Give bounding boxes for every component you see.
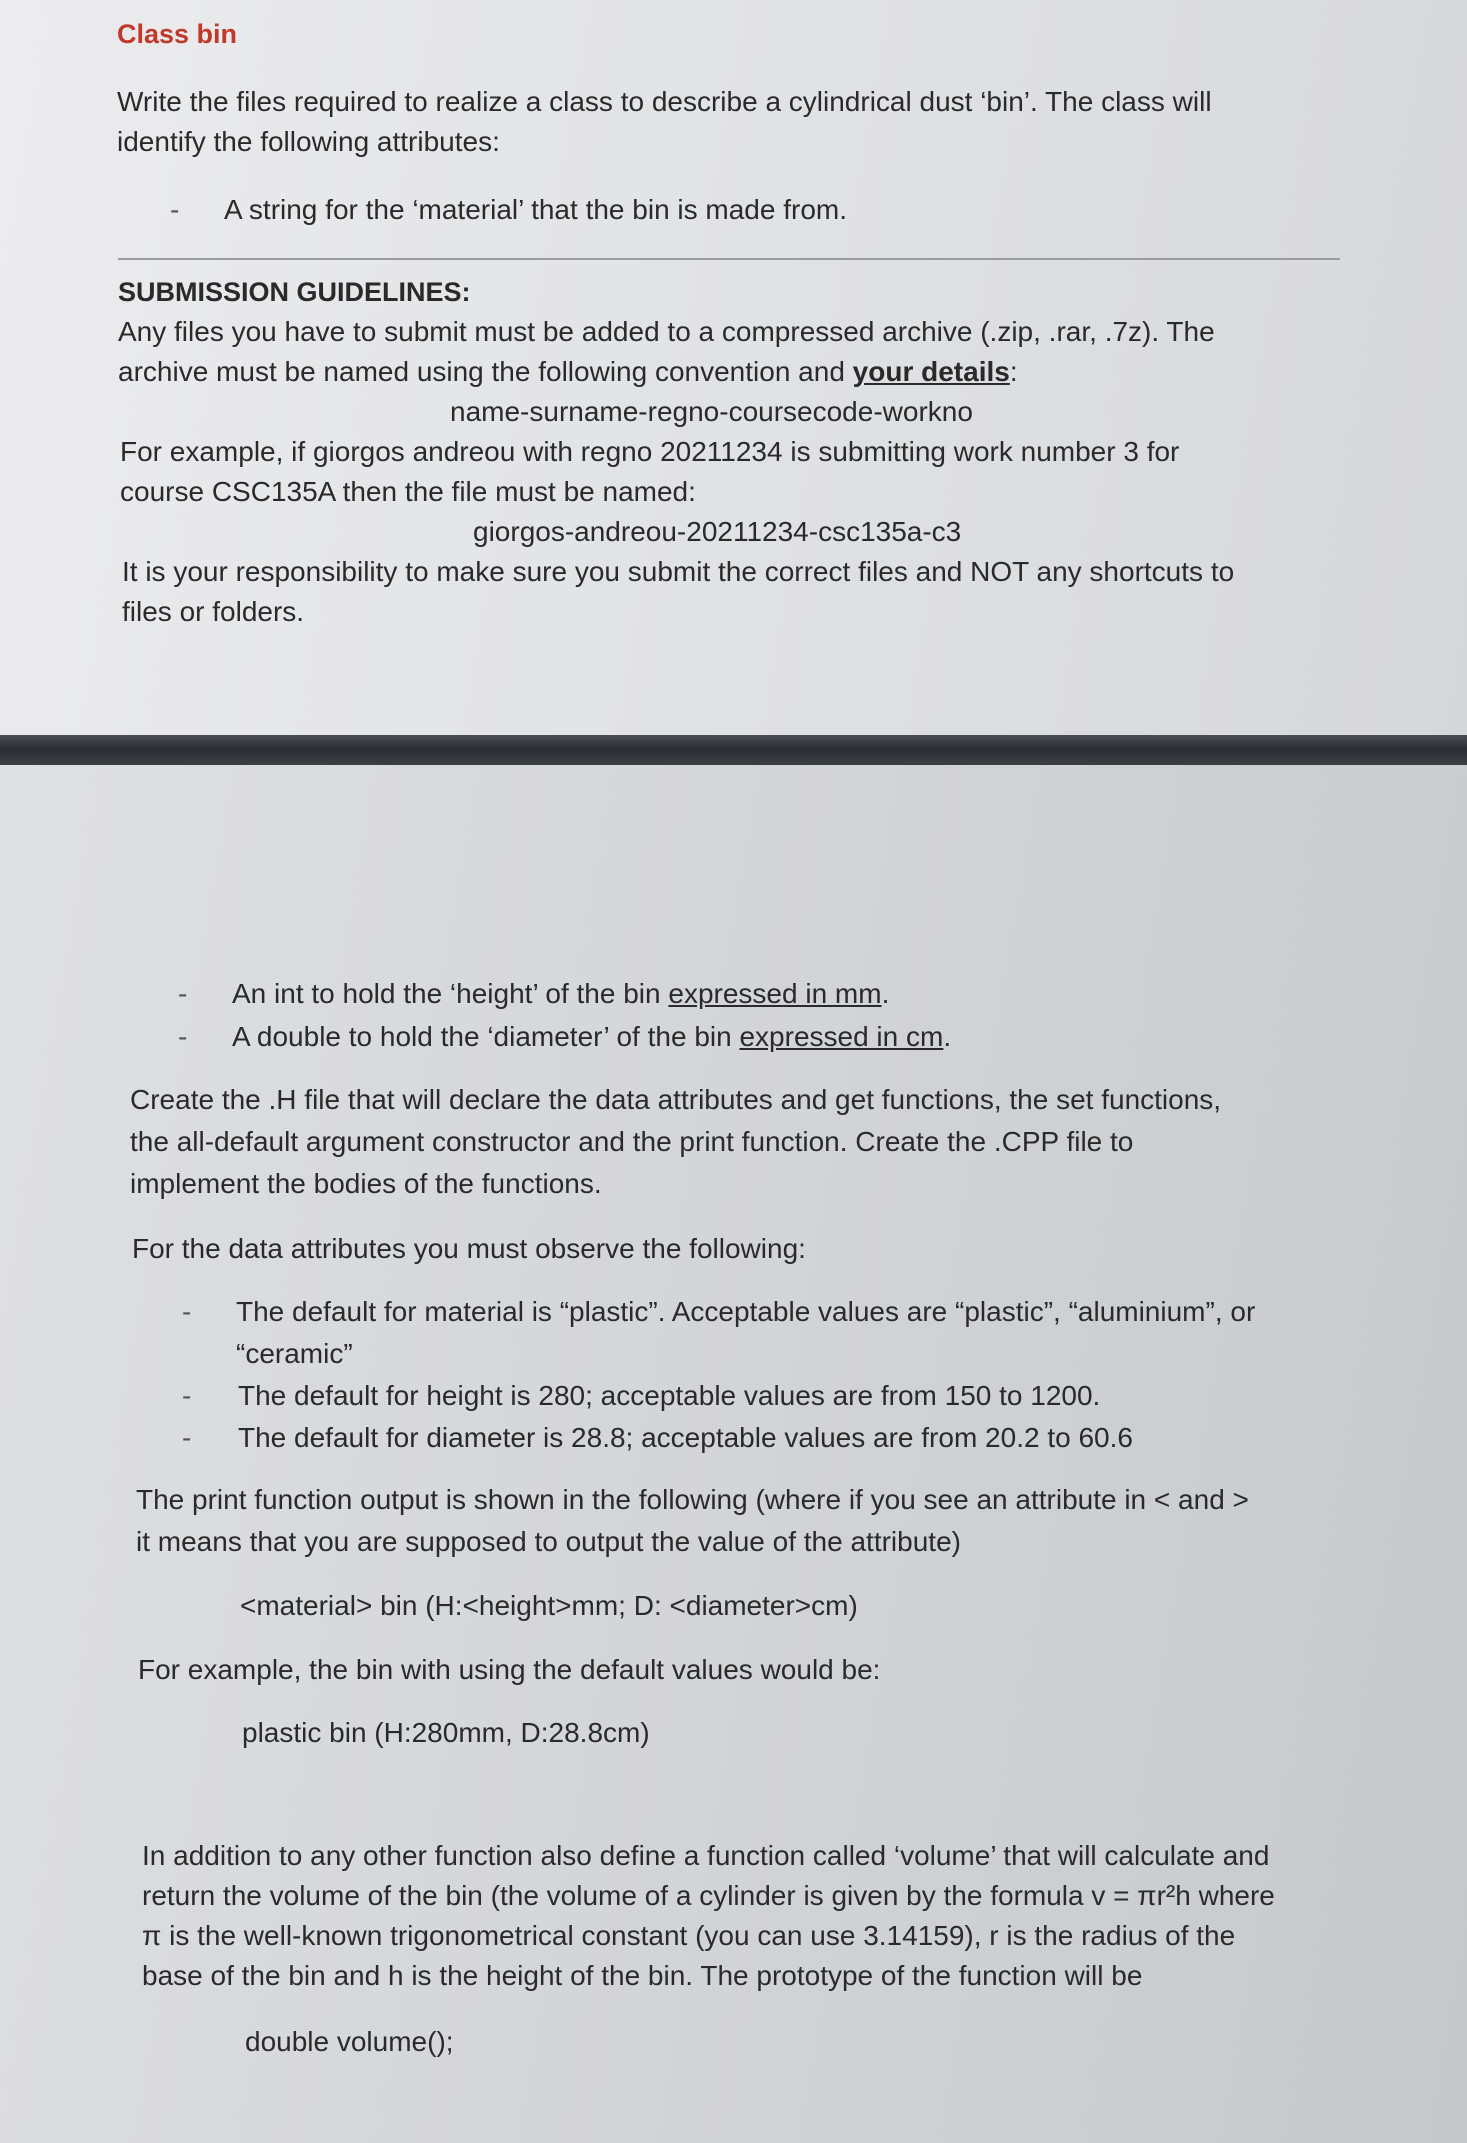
rule-diameter: The default for diameter is 28.8; acceptable values are from 20.2 to 60.6 bbox=[238, 1422, 1133, 1453]
horizontal-rule bbox=[118, 258, 1340, 260]
function-prototype: double volume(); bbox=[245, 2026, 454, 2057]
naming-convention: name-surname-regno-coursecode-workno bbox=[450, 396, 973, 427]
your-details-emphasis: your details bbox=[852, 356, 1010, 387]
guidelines-line-1: Any files you have to submit must be added to a compressed archive (.zip, .rar, .7z). The bbox=[118, 316, 1215, 347]
guidelines-heading: SUBMISSION GUIDELINES: bbox=[118, 277, 471, 307]
guidelines-line-2-colon: : bbox=[1009, 356, 1018, 387]
bullet-dash: - bbox=[178, 1021, 188, 1052]
bullet-height bbox=[232, 974, 889, 1014]
bullet-material: A string for the ‘material’ that the bin is made from. bbox=[224, 194, 848, 225]
volume-line-2: return the volume of the bin (the volume of a cylinder is given by the formula v = πr²h where bbox=[142, 1880, 1275, 1911]
volume-line-3: π is the well-known trigonometrical constant (you can use 3.14159), r is the radius of the bbox=[142, 1920, 1236, 1951]
bullet-dash: - bbox=[170, 194, 180, 225]
rule-material-line-1: The default for material is “plastic”. Acceptable values are “plastic”, “aluminium”, or bbox=[236, 1296, 1256, 1327]
create-line-2: the all-default argument constructor and the print function. Create the .CPP file to bbox=[130, 1126, 1134, 1157]
bullet-dash: - bbox=[182, 1422, 192, 1453]
diameter-units-underlined: expressed in cm bbox=[739, 1021, 944, 1052]
responsibility-line-1: It is your responsibility to make sure you submit the correct files and NOT any shortcuts to bbox=[122, 556, 1235, 587]
rule-material-line-2: “ceramic” bbox=[236, 1338, 353, 1369]
bullet-dash: - bbox=[178, 978, 188, 1009]
create-line-3: implement the bodies of the functions. bbox=[130, 1168, 602, 1199]
example-output: plastic bin (H:280mm, D:28.8cm) bbox=[242, 1717, 650, 1748]
height-units-underlined: expressed in mm bbox=[668, 978, 882, 1009]
bullet-height-period: . bbox=[881, 978, 890, 1009]
bullet-diameter bbox=[232, 1017, 951, 1057]
example-line-2: course CSC135A then the file must be named: bbox=[120, 476, 696, 507]
intro-line-2: identify the following attributes: bbox=[117, 126, 500, 157]
bullet-diameter-period: . bbox=[943, 1021, 952, 1052]
example-archive-name: giorgos-andreou-20211234-csc135a-c3 bbox=[473, 516, 962, 547]
print-line-2: it means that you are supposed to output the value of the attribute) bbox=[136, 1526, 961, 1557]
print-line-1: The print function output is shown in the following (where if you see an attribute in < and > bbox=[136, 1484, 1249, 1515]
intro-line-1: Write the files required to realize a class to describe a cylindrical dust ‘bin’. The class will bbox=[117, 86, 1212, 117]
page-divider bbox=[0, 735, 1467, 765]
rule-height: The default for height is 280; acceptable values are from 150 to 1200. bbox=[238, 1380, 1101, 1411]
bullet-dash: - bbox=[182, 1296, 192, 1327]
example-line-1: For example, if giorgos andreou with regno 20211234 is submitting work number 3 for bbox=[120, 436, 1180, 467]
responsibility-line-2: files or folders. bbox=[122, 596, 305, 627]
bullet-diameter-text: A double to hold the ‘diameter’ of the bin bbox=[232, 1021, 740, 1052]
volume-line-4: base of the bin and h is the height of the bin. The prototype of the function will be bbox=[142, 1960, 1143, 1991]
bullet-height-text: An int to hold the ‘height’ of the bin bbox=[232, 978, 669, 1009]
guidelines-line-2-text: archive must be named using the following convention and bbox=[118, 356, 853, 387]
section-title: Class bin bbox=[117, 19, 238, 49]
create-line-1: Create the .H file that will declare the data attributes and get functions, the set functions, bbox=[130, 1084, 1222, 1115]
guidelines-line-2 bbox=[118, 352, 1018, 392]
print-format: <material> bin (H:<height>mm; D: <diameter>cm) bbox=[240, 1590, 858, 1621]
observe-heading: For the data attributes you must observe the following: bbox=[132, 1233, 806, 1264]
example-intro: For example, the bin with using the default values would be: bbox=[138, 1654, 881, 1685]
volume-line-1: In addition to any other function also define a function called ‘volume’ that will calculate and bbox=[142, 1840, 1270, 1871]
bullet-dash: - bbox=[182, 1380, 192, 1411]
